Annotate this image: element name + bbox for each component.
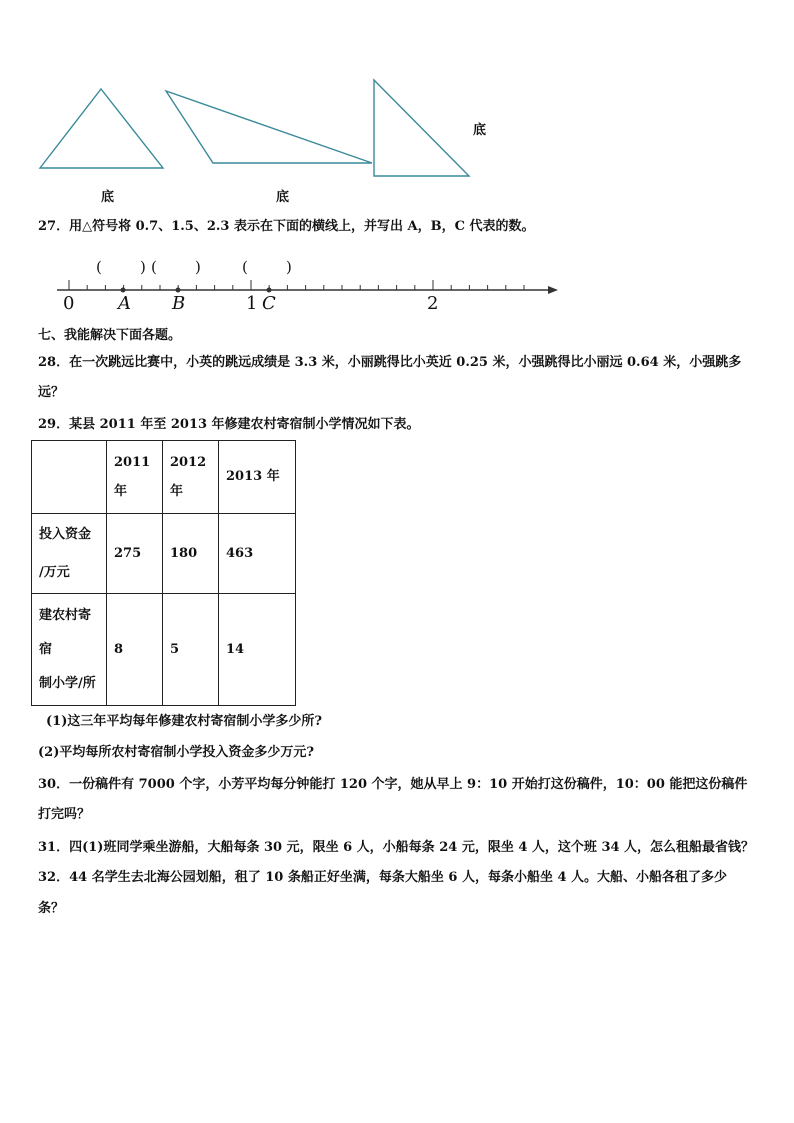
table-row-funding xyxy=(32,514,296,594)
point-c xyxy=(267,288,272,293)
cell-funding-2011: 275 xyxy=(107,514,163,594)
row-label-funding: 投入资金 /万元 xyxy=(32,514,107,594)
header-2013: 2013 年 xyxy=(219,441,296,514)
question-32-line-1: 32．44 名学生去北海公园划船，租了 10 条船正好坐满，每条大船坐 6 人，每条小船坐 4 人。大船、小船各租了多少 xyxy=(38,870,728,885)
axis-label-1: 1 xyxy=(246,293,258,314)
table-row-schools xyxy=(32,594,296,706)
base-label-3: 底 xyxy=(473,123,487,138)
point-b xyxy=(176,288,181,293)
point-a xyxy=(121,288,126,293)
base-label-1: 底 xyxy=(101,190,115,205)
answer-paren-c: ( ) xyxy=(242,258,292,276)
axis-label-0: 0 xyxy=(63,293,75,314)
school-table xyxy=(31,440,296,706)
answer-paren-b: ( ) xyxy=(151,258,201,276)
row-label-schools: 建农村寄 宿 制小学/所 xyxy=(32,594,107,706)
cell-funding-2013: 463 xyxy=(219,514,296,594)
number-line-arrow xyxy=(548,286,558,294)
header-2011: 2011 年 xyxy=(107,441,163,514)
question-29: 29．某县 2011 年至 2013 年修建农村寄宿制小学情况如下表。 xyxy=(38,417,420,432)
question-27: 27．用△符号将 0.7、1.5、2.3 表示在下面的横线上，并写出 A，B，C 代表的数。 xyxy=(38,219,535,234)
triangle-1 xyxy=(40,89,163,168)
question-29-sub-2: (2)平均每所农村寄宿制小学投入资金多少万元? xyxy=(38,745,314,760)
cell-schools-2013: 14 xyxy=(219,594,296,706)
cell-funding-2012: 180 xyxy=(163,514,219,594)
base-label-2: 底 xyxy=(276,190,290,205)
section-7-title: 七、我能解决下面各题。 xyxy=(38,328,182,343)
axis-label-b: B xyxy=(172,293,186,314)
question-32-line-2: 条？ xyxy=(38,901,65,916)
number-line-ticks xyxy=(69,280,524,290)
axis-label-a: A xyxy=(118,293,131,314)
triangles-figure xyxy=(0,0,794,210)
question-29-sub-1: (1)这三年平均每年修建农村寄宿制小学多少所? xyxy=(46,714,322,729)
axis-label-c: C xyxy=(262,293,276,314)
question-30-line-1: 30．一份稿件有 7000 个字，小芳平均每分钟能打 120 个字，她从早上 9：10 开始打这份稿件，10：00 能把这份稿件 xyxy=(38,777,748,792)
question-30-line-2: 打完吗？ xyxy=(38,807,91,822)
header-2012: 2012 年 xyxy=(163,441,219,514)
answer-paren-a: ( ) xyxy=(96,258,146,276)
axis-label-2: 2 xyxy=(427,293,439,314)
cell-schools-2011: 8 xyxy=(107,594,163,706)
triangle-3 xyxy=(374,80,469,176)
cell-schools-2012: 5 xyxy=(163,594,219,706)
question-28-line-2: 远？ xyxy=(38,385,65,400)
table-header-row xyxy=(32,441,296,514)
question-28-line-1: 28．在一次跳远比赛中，小英的跳远成绩是 3.3 米，小丽跳得比小英近 0.25 米，小强跳得比小丽远 0.64 米，小强跳多 xyxy=(38,355,742,370)
table-corner-cell xyxy=(32,441,107,514)
triangle-2 xyxy=(166,91,372,163)
question-31: 31．四(1)班同学乘坐游船，大船每条 30 元，限坐 6 人，小船每条 24 元，限坐 4 人，这个班 34 人，怎么租船最省钱？ xyxy=(38,840,755,855)
